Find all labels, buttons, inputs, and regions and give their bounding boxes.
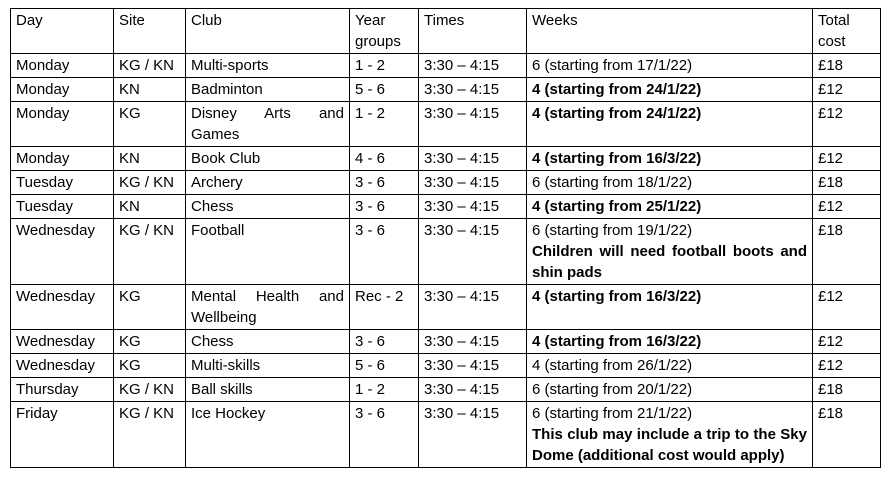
weeks-cell [527, 354, 813, 378]
weeks-text: 4 (starting from 16/3/22) [532, 288, 702, 305]
year-groups-cell: 4 - 6 [350, 147, 419, 171]
year-groups-cell: 5 - 6 [350, 354, 419, 378]
day-cell: Wednesday [11, 354, 114, 378]
weeks-text: 4 (starting from 24/1/22) [532, 81, 702, 98]
weeks-text: 4 (starting from 16/3/22) [532, 150, 702, 167]
header-row [11, 9, 881, 54]
weeks-text: 6 (starting from 20/1/22) [532, 381, 693, 398]
weeks-cell [527, 102, 813, 147]
header-club: Club [186, 9, 350, 54]
club-cell: Mental Health and Wellbeing [186, 285, 350, 330]
times-cell: 3:30 – 4:15 [419, 54, 527, 78]
clubs-table-wrapper [10, 8, 881, 468]
table-body [11, 54, 881, 468]
total-cost-cell: £12 [813, 78, 881, 102]
times-cell: 3:30 – 4:15 [419, 78, 527, 102]
site-cell: KN [114, 147, 186, 171]
header-year-groups: Year groups [350, 9, 419, 54]
year-groups-cell: 3 - 6 [350, 195, 419, 219]
total-cost-cell: £12 [813, 147, 881, 171]
day-cell: Tuesday [11, 195, 114, 219]
times-cell: 3:30 – 4:15 [419, 195, 527, 219]
weeks-cell [527, 54, 813, 78]
weeks-text: 4 (starting from 16/3/22) [532, 333, 702, 350]
times-cell: 3:30 – 4:15 [419, 330, 527, 354]
table-row [11, 285, 881, 330]
table-row [11, 354, 881, 378]
site-cell: KN [114, 78, 186, 102]
times-cell: 3:30 – 4:15 [419, 219, 527, 285]
weeks-cell [527, 78, 813, 102]
year-groups-cell: 3 - 6 [350, 219, 419, 285]
times-cell: 3:30 – 4:15 [419, 102, 527, 147]
weeks-cell [527, 171, 813, 195]
site-cell: KG / KN [114, 402, 186, 468]
day-cell: Wednesday [11, 285, 114, 330]
site-cell: KN [114, 195, 186, 219]
table-row [11, 219, 881, 285]
site-cell: KG / KN [114, 54, 186, 78]
site-cell: KG / KN [114, 378, 186, 402]
site-cell: KG [114, 330, 186, 354]
table-row [11, 195, 881, 219]
year-groups-cell: 3 - 6 [350, 330, 419, 354]
table-row [11, 402, 881, 468]
times-cell: 3:30 – 4:15 [419, 354, 527, 378]
table-row [11, 171, 881, 195]
total-cost-cell: £18 [813, 171, 881, 195]
club-cell: Chess [186, 330, 350, 354]
table-row [11, 330, 881, 354]
day-cell: Monday [11, 102, 114, 147]
header-site: Site [114, 9, 186, 54]
table-row [11, 54, 881, 78]
year-groups-cell: 5 - 6 [350, 78, 419, 102]
day-cell: Monday [11, 147, 114, 171]
site-cell: KG / KN [114, 171, 186, 195]
total-cost-cell: £18 [813, 378, 881, 402]
times-cell: 3:30 – 4:15 [419, 171, 527, 195]
day-cell: Friday [11, 402, 114, 468]
year-groups-cell: 1 - 2 [350, 378, 419, 402]
club-cell: Badminton [186, 78, 350, 102]
club-cell: Football [186, 219, 350, 285]
day-cell: Wednesday [11, 330, 114, 354]
weeks-cell [527, 219, 813, 285]
year-groups-cell: 3 - 6 [350, 402, 419, 468]
weeks-cell [527, 285, 813, 330]
day-cell: Thursday [11, 378, 114, 402]
table-row [11, 147, 881, 171]
club-cell: Chess [186, 195, 350, 219]
weeks-cell [527, 402, 813, 468]
header-day: Day [11, 9, 114, 54]
weeks-text: 6 (starting from 21/1/22) [532, 405, 693, 422]
weeks-cell [527, 147, 813, 171]
weeks-text: 6 (starting from 19/1/22) [532, 222, 693, 239]
table-row [11, 102, 881, 147]
total-cost-cell: £12 [813, 285, 881, 330]
total-cost-cell: £18 [813, 219, 881, 285]
total-cost-cell: £12 [813, 330, 881, 354]
weeks-text: 6 (starting from 18/1/22) [532, 174, 693, 191]
club-cell: Ball skills [186, 378, 350, 402]
weeks-cell [527, 330, 813, 354]
year-groups-cell: 1 - 2 [350, 102, 419, 147]
weeks-text: 4 (starting from 25/1/22) [532, 198, 702, 215]
day-cell: Monday [11, 78, 114, 102]
total-cost-cell: £18 [813, 402, 881, 468]
weeks-text: 4 (starting from 26/1/22) [532, 357, 693, 374]
club-cell: Multi-skills [186, 354, 350, 378]
year-groups-cell: 1 - 2 [350, 54, 419, 78]
times-cell: 3:30 – 4:15 [419, 285, 527, 330]
club-cell: Archery [186, 171, 350, 195]
times-cell: 3:30 – 4:15 [419, 147, 527, 171]
weeks-text: 6 (starting from 17/1/22) [532, 57, 693, 74]
header-times: Times [419, 9, 527, 54]
day-cell: Monday [11, 54, 114, 78]
weeks-cell [527, 378, 813, 402]
total-cost-cell: £12 [813, 195, 881, 219]
year-groups-cell: Rec - 2 [350, 285, 419, 330]
times-cell: 3:30 – 4:15 [419, 378, 527, 402]
total-cost-cell: £12 [813, 102, 881, 147]
site-cell: KG [114, 102, 186, 147]
header-weeks: Weeks [527, 9, 813, 54]
weeks-text: 4 (starting from 24/1/22) [532, 105, 702, 122]
site-cell: KG / KN [114, 219, 186, 285]
site-cell: KG [114, 285, 186, 330]
weeks-note: This club may include a trip to the Sky Dome (additional cost would apply) [532, 426, 807, 464]
club-cell: Ice Hockey [186, 402, 350, 468]
table-row [11, 378, 881, 402]
times-cell: 3:30 – 4:15 [419, 402, 527, 468]
header-total-cost: Total cost [813, 9, 881, 54]
site-cell: KG [114, 354, 186, 378]
total-cost-cell: £12 [813, 354, 881, 378]
weeks-note: Children will need football boots and shin pads [532, 243, 807, 281]
day-cell: Tuesday [11, 171, 114, 195]
year-groups-cell: 3 - 6 [350, 171, 419, 195]
club-cell: Disney Arts and Games [186, 102, 350, 147]
club-cell: Multi-sports [186, 54, 350, 78]
table-row [11, 78, 881, 102]
clubs-table [10, 8, 881, 468]
total-cost-cell: £18 [813, 54, 881, 78]
weeks-cell [527, 195, 813, 219]
day-cell: Wednesday [11, 219, 114, 285]
club-cell: Book Club [186, 147, 350, 171]
